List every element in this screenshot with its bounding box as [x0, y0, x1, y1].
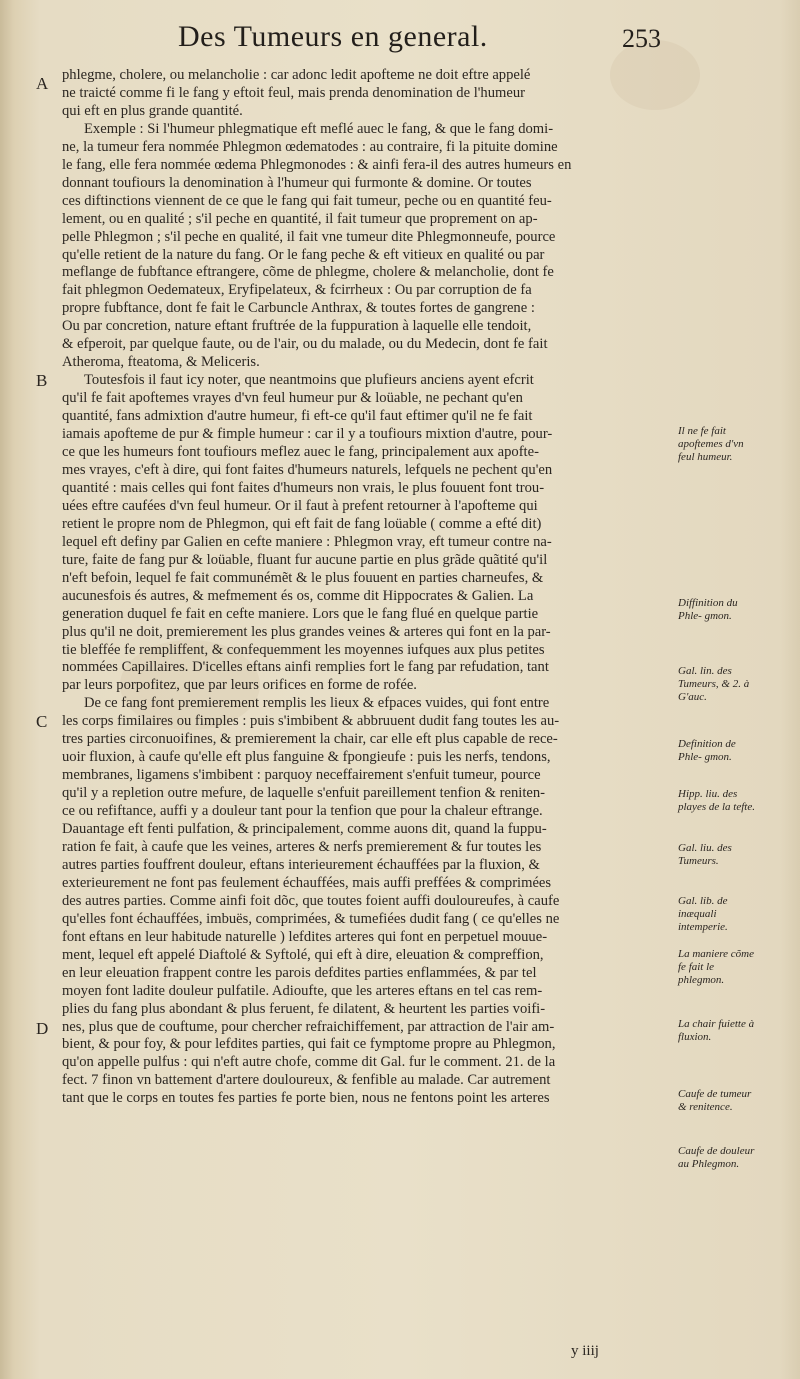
page-number: 253 — [622, 24, 661, 53]
text-line: qu'elles font échauffées, imbuës, comprimées, & tumefiées dudit fang ( ce qu'elles ne — [62, 910, 560, 927]
page-header — [0, 20, 800, 60]
text-line: lequel eft definy par Galien en cefte maniere : Phlegmon vray, eft tumeur contre na- — [62, 533, 552, 550]
text-line: ment, lequel eft appelé Diaftolé & Syftolé, qui eft à dire, eleuation & compreffion, — [62, 946, 544, 963]
text-line: Atheroma, fteatoma, & Meliceris. — [62, 354, 260, 371]
text-line: nes, plus que de couftume, pour chercher refraichiffement, par attraction de l'air am- — [62, 1018, 555, 1035]
text-line: uoir fluxion, à caufe qu'elle eft plus fanguine & fpongieufe : puis les nerfs, tendons, — [62, 749, 551, 766]
text-line: fect. 7 finon vn battement d'artere douloureux, & fenfible au malade. Car autrement — [62, 1072, 551, 1089]
text-line: plus qu'il ne doit, premierement les plus grandes veines & arteres qui font en la par- — [62, 623, 551, 640]
margin-letter-c: C — [36, 712, 48, 731]
text-line: qu'on appelle pulfus : qui n'eft autre chofe, comme dit Gal. fur le comment. 21. de la — [62, 1054, 556, 1071]
catchword: y iiij — [571, 1343, 599, 1359]
text-line: ce ou refiftance, auffi y a douleur tant pour la tenfion que pour la chaleur eftrange. — [62, 803, 543, 820]
text-line: Dauantage eft fenti pulfation, & principalement, comme auons dit, quand la fuppu- — [62, 821, 547, 838]
text-line: moyen font ladite douleur pulfatile. Adioufte, que les arteres eftans en tel cas rem- — [62, 982, 543, 999]
margin-letter-b: B — [36, 371, 48, 390]
margin-note: La chair fuiette à fluxion. — [678, 1018, 755, 1044]
margin-note: Caufe de douleur au Phlegmon. — [678, 1145, 755, 1171]
text-line: qu'il fe fait apoftemes vrayes d'vn feul humeur pur & loüable, ne pechant qu'en — [62, 390, 523, 407]
text-line: quantité, fans admixtion d'autre humeur, fi eft-ce qu'il faut eftimer qu'il ne fe fait — [62, 408, 533, 425]
text-line: qu'elle retient de la nature du fang. Or le fang peche & eft vitieux en qualité ou par — [62, 246, 545, 263]
text-line: plies du fang plus abondant & plus feruent, fe dilatent, & heurtent les parties voifi- — [62, 1000, 546, 1017]
text-line: autres parties fouffrent douleur, eftans interieurement échauffées par la fluxion, & — [62, 856, 540, 873]
text-line: donnant toufiours la denomination à l'humeur qui furmonte & domine. Or toutes — [62, 174, 532, 191]
text-line: ce que les humeurs font toufiours meflez auec le fang, principalement aux apofte- — [62, 444, 539, 461]
text-line: Toutesfois il faut icy noter, que neantmoins que plufieurs anciens ayent efcrit — [84, 372, 534, 389]
text-line: qu'il y a repletion outre mefure, de laquelle s'enfuit pareillement tenfion & reniten- — [62, 785, 546, 802]
text-line: tie bleffée fe rempliffent, & confequemment les moyennes iufques aux plus petites — [62, 641, 545, 658]
text-line: propre fubftance, dont fe fait le Carbuncle Anthrax, & toutes fortes de gangrene : — [62, 300, 535, 317]
margin-letter-a: A — [36, 74, 49, 93]
text-line: exterieurement ne font pas feulement échauffées, mais auffi preffées & comprimées — [62, 874, 552, 891]
text-line: Ou par concretion, nature eftant fruftrée de la fuppuration à laquelle elle tendoit, — [62, 318, 532, 335]
text-line: par leurs porpofitez, que par leurs orifices en forme de rofée. — [62, 677, 417, 694]
text-line: bient, & pour foy, & pour lefdites parties, qui fait ce fymptome propre au Phlegmon, — [62, 1036, 556, 1053]
text-line: phlegme, cholere, ou melancholie : car adonc ledit apofteme ne doit eftre appelé — [62, 67, 531, 83]
text-line: n'eft befoin, lequel fe fait communémẽt & le plus fouuent en parties charneufes, & — [62, 569, 544, 586]
margin-note: Gal. liu. des Tumeurs. — [678, 842, 732, 868]
text-line: mes vrayes, c'eft à dire, qui font faites d'humeurs naturels, lefquels ne pechent qu'en — [62, 461, 553, 478]
text-line: & efperoit, par quelque faute, ou de l'air, ou du malade, ou du Medecin, dont fe fait — [62, 336, 548, 353]
margin-note: Il ne fe fait apoftemes d'vn feul humeur. — [678, 425, 744, 464]
text-line: uées eftre caufées d'vn feul humeur. Or il faut à prefent retourner à l'apofteme qui — [62, 497, 538, 514]
text-line: tres parties circonuoifines, & premierement la chair, car elle eft plus capable de rece- — [62, 731, 558, 748]
margin-note: Gal. lin. des Tumeurs, & 2. à G'auc. — [678, 665, 750, 704]
text-line: le fang, elle fera nommée œdema Phlegmonodes : & ainfi fera-il des autres humeurs en — [62, 156, 572, 173]
body-text — [62, 67, 666, 1108]
text-line: aucunesfois és autres, & mefmement és os, comme dit Hippocrates & Galien. La — [62, 587, 534, 604]
margin-note: La maniere cõme fe fait le phlegmon. — [678, 948, 754, 987]
text-line: font eftans en leur habitude naturelle ) lefdites arteres qui font en perpetuel mouue- — [62, 928, 548, 945]
text-line: fait phlegmon Oedemateux, Eryfipelateux, & fcirrheux : Ou par corruption de fa — [62, 282, 532, 299]
margin-note: Gal. lib. de inæquali intemperie. — [678, 895, 728, 934]
margin-letter-d: D — [36, 1019, 49, 1038]
text-line: ces diftinctions viennent de ce que le fang qui fait tumeur, peche ou en quantité feu- — [62, 192, 552, 209]
text-line: quantité : mais celles qui font faites d'humeurs non vrais, le plus fouuent font trou- — [62, 479, 545, 496]
margin-note: Diffinition du Phle- gmon. — [678, 597, 738, 623]
text-line: tant que le corps en toutes fes parties fe porte bien, nous ne fentons point les arteres — [62, 1090, 550, 1107]
text-line: generation duquel fe fait en cefte maniere. Lors que le fang flué en quelque partie — [62, 605, 539, 622]
text-line: ture, faite de fang pur & loüable, fluant fur aucune partie en plus grãde quãtité qu'il — [62, 551, 548, 568]
text-line: ne traicté comme fi le fang y eftoit feul, mais prenda denomination de l'humeur — [62, 84, 525, 101]
text-line: ne, la tumeur fera nommée Phlegmon œdematodes : au contraire, fi la pituite domine — [62, 138, 558, 155]
text-line: pelle Phlegmon ; s'il peche en qualité, il fait vne tumeur dite Phlegmonneufe, pource — [62, 228, 556, 245]
text-line: des autres parties. Comme ainfi foit dõc, que toutes foient auffi douloureufes, à caufe — [62, 892, 560, 909]
text-line: les corps fimilaires ou fimples : puis s'imbibent & abbruuent dudit fang toutes les au- — [62, 713, 560, 730]
text-line: membranes, ligamens s'imbibent : parquoy neceffairement s'enfuit tumeur, pource — [62, 767, 541, 784]
running-title: Des Tumeurs en general. — [178, 20, 488, 53]
margin-note: Caufe de tumeur & renitence. — [678, 1088, 752, 1114]
text-line: nommées Capillaires. D'icelles eftans ainfi remplies fort le fang par refudation, tant — [62, 659, 549, 676]
margin-note: Definition de Phle- gmon. — [678, 738, 736, 764]
text-line: qui eft en plus grande quantité. — [62, 102, 243, 119]
text-line: en leur eleuation frappent contre les parois defdites parties enflammées, & par tel — [62, 964, 537, 981]
margin-note: Hipp. liu. des playes de la tefte. — [678, 788, 755, 814]
text-line: meflange de fubftance eftrangere, cõme de phlegme, cholere & melancholie, dont fe — [62, 264, 554, 281]
text-line: retient le propre nom de Phlegmon, qui eft fait de fang loüable ( comme a efté dit) — [62, 515, 542, 532]
text-line: Exemple : Si l'humeur phlegmatique eft meflé auec le fang, & que le fang domi- — [84, 120, 554, 137]
text-line: lement, ou en qualité ; s'il peche en quantité, il fait tumeur que proprement on ap- — [62, 210, 538, 227]
text-line: De ce fang font premierement remplis les lieux & efpaces vuides, qui font entre — [84, 695, 550, 712]
text-line: iamais apofteme de pur & fimple humeur : car il y a toufiours mixtion d'autre, pour- — [62, 426, 553, 443]
text-line: ration fe fait, à caufe que les veines, arteres & nerfs premierement & fur toutes les — [62, 838, 542, 855]
